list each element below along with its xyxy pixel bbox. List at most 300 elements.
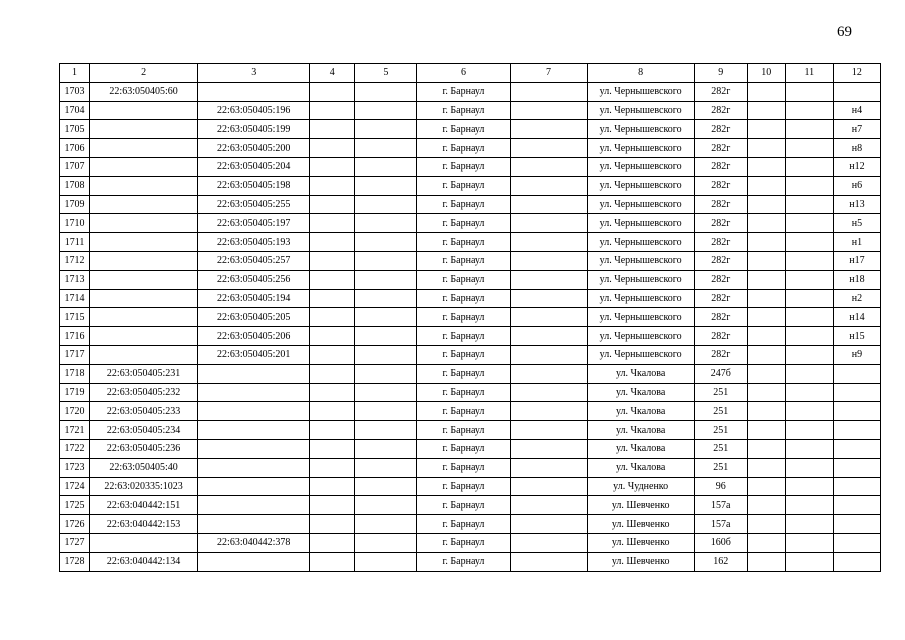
col-7-cell (510, 421, 587, 440)
col-7-cell (510, 383, 587, 402)
city-cell: г. Барнаул (417, 439, 510, 458)
col-7-cell (510, 496, 587, 515)
col-11-cell (785, 82, 833, 101)
street-cell: ул. Чернышевского (587, 289, 694, 308)
column-header: 7 (510, 64, 587, 83)
col-10-cell (747, 327, 785, 346)
city-cell: г. Барнаул (417, 458, 510, 477)
street-cell: ул. Чернышевского (587, 233, 694, 252)
col-5-cell (355, 214, 417, 233)
cadastral-number-cell: 22:63:050405:234 (90, 421, 198, 440)
col-4-cell (310, 327, 355, 346)
premises-cell: н2 (833, 289, 880, 308)
row-number-cell: 1711 (60, 233, 90, 252)
premises-cell: н18 (833, 270, 880, 289)
col-10-cell (747, 308, 785, 327)
col-10-cell (747, 515, 785, 534)
col-5-cell (355, 345, 417, 364)
row-number-cell: 1722 (60, 439, 90, 458)
col-11-cell (785, 364, 833, 383)
col-11-cell (785, 439, 833, 458)
house-number-cell: 157а (694, 515, 747, 534)
col-7-cell (510, 458, 587, 477)
table-row (60, 458, 881, 477)
column-header: 8 (587, 64, 694, 83)
cadastral-number-cell (90, 270, 198, 289)
premises-cell (833, 402, 880, 421)
col-7-cell (510, 439, 587, 458)
col-10-cell (747, 345, 785, 364)
cadastral-number-cell: 22:63:050405:40 (90, 458, 198, 477)
premises-cell: н5 (833, 214, 880, 233)
building-cadastral-cell (198, 402, 310, 421)
street-cell: ул. Чернышевского (587, 327, 694, 346)
street-cell: ул. Чернышевского (587, 176, 694, 195)
col-4-cell (310, 402, 355, 421)
col-7-cell (510, 195, 587, 214)
col-5-cell (355, 120, 417, 139)
house-number-cell: 282г (694, 101, 747, 120)
building-cadastral-cell: 22:63:050405:200 (198, 139, 310, 158)
street-cell: ул. Чкалова (587, 439, 694, 458)
building-cadastral-cell: 22:63:050405:199 (198, 120, 310, 139)
building-cadastral-cell: 22:63:050405:205 (198, 308, 310, 327)
table-row (60, 82, 881, 101)
col-11-cell (785, 421, 833, 440)
col-10-cell (747, 383, 785, 402)
col-10-cell (747, 496, 785, 515)
col-5-cell (355, 383, 417, 402)
row-number-cell: 1727 (60, 533, 90, 552)
col-4-cell (310, 458, 355, 477)
premises-cell (833, 421, 880, 440)
col-11-cell (785, 101, 833, 120)
col-5-cell (355, 176, 417, 195)
column-header: 9 (694, 64, 747, 83)
col-11-cell (785, 251, 833, 270)
city-cell: г. Барнаул (417, 120, 510, 139)
col-7-cell (510, 402, 587, 421)
city-cell: г. Барнаул (417, 364, 510, 383)
col-7-cell (510, 82, 587, 101)
col-11-cell (785, 270, 833, 289)
city-cell: г. Барнаул (417, 101, 510, 120)
header-row (60, 64, 881, 83)
row-number-cell: 1721 (60, 421, 90, 440)
col-5-cell (355, 552, 417, 571)
street-cell: ул. Чкалова (587, 402, 694, 421)
cadastral-number-cell (90, 139, 198, 158)
col-4-cell (310, 439, 355, 458)
premises-cell: н12 (833, 157, 880, 176)
premises-cell (833, 364, 880, 383)
table-row (60, 120, 881, 139)
col-11-cell (785, 233, 833, 252)
col-4-cell (310, 270, 355, 289)
cadastral-number-cell: 22:63:050405:231 (90, 364, 198, 383)
street-cell: ул. Чернышевского (587, 101, 694, 120)
premises-cell: н13 (833, 195, 880, 214)
row-number-cell: 1710 (60, 214, 90, 233)
house-number-cell: 247б (694, 364, 747, 383)
col-7-cell (510, 251, 587, 270)
table-row (60, 402, 881, 421)
building-cadastral-cell: 22:63:050405:198 (198, 176, 310, 195)
street-cell: ул. Шевченко (587, 533, 694, 552)
city-cell: г. Барнаул (417, 176, 510, 195)
street-cell: ул. Чкалова (587, 383, 694, 402)
house-number-cell: 251 (694, 439, 747, 458)
row-number-cell: 1715 (60, 308, 90, 327)
col-4-cell (310, 157, 355, 176)
table-row (60, 308, 881, 327)
house-number-cell: 157а (694, 496, 747, 515)
cadastral-number-cell: 22:63:050405:233 (90, 402, 198, 421)
house-number-cell: 251 (694, 383, 747, 402)
table-row (60, 383, 881, 402)
col-5-cell (355, 233, 417, 252)
row-number-cell: 1724 (60, 477, 90, 496)
col-4-cell (310, 139, 355, 158)
street-cell: ул. Чернышевского (587, 308, 694, 327)
col-7-cell (510, 101, 587, 120)
street-cell: ул. Чернышевского (587, 157, 694, 176)
col-4-cell (310, 214, 355, 233)
col-10-cell (747, 251, 785, 270)
building-cadastral-cell: 22:63:050405:255 (198, 195, 310, 214)
table-row (60, 364, 881, 383)
column-header: 11 (785, 64, 833, 83)
col-11-cell (785, 552, 833, 571)
house-number-cell: 160б (694, 533, 747, 552)
house-number-cell: 282г (694, 176, 747, 195)
row-number-cell: 1719 (60, 383, 90, 402)
row-number-cell: 1703 (60, 82, 90, 101)
col-4-cell (310, 496, 355, 515)
street-cell: ул. Чернышевского (587, 120, 694, 139)
building-cadastral-cell: 22:63:050405:256 (198, 270, 310, 289)
city-cell: г. Барнаул (417, 345, 510, 364)
table-row (60, 439, 881, 458)
building-cadastral-cell (198, 439, 310, 458)
page-number: 69 (837, 24, 852, 40)
cadastral-number-cell: 22:63:050405:236 (90, 439, 198, 458)
row-number-cell: 1708 (60, 176, 90, 195)
col-5-cell (355, 421, 417, 440)
house-number-cell: 282г (694, 345, 747, 364)
col-7-cell (510, 176, 587, 195)
col-7-cell (510, 477, 587, 496)
premises-cell: н17 (833, 251, 880, 270)
city-cell: г. Барнаул (417, 496, 510, 515)
cadastral-number-cell: 22:63:020335:1023 (90, 477, 198, 496)
city-cell: г. Барнаул (417, 421, 510, 440)
cadastral-number-cell: 22:63:040442:151 (90, 496, 198, 515)
city-cell: г. Барнаул (417, 383, 510, 402)
col-7-cell (510, 327, 587, 346)
house-number-cell: 282г (694, 251, 747, 270)
street-cell: ул. Шевченко (587, 496, 694, 515)
premises-cell (833, 439, 880, 458)
column-header: 2 (90, 64, 198, 83)
city-cell: г. Барнаул (417, 308, 510, 327)
col-4-cell (310, 552, 355, 571)
col-5-cell (355, 82, 417, 101)
house-number-cell: 282г (694, 233, 747, 252)
house-number-cell: 282г (694, 139, 747, 158)
street-cell: ул. Чудненко (587, 477, 694, 496)
premises-cell (833, 82, 880, 101)
col-5-cell (355, 515, 417, 534)
table-row (60, 289, 881, 308)
street-cell: ул. Чернышевского (587, 270, 694, 289)
col-10-cell (747, 289, 785, 308)
cadastral-number-cell (90, 533, 198, 552)
building-cadastral-cell (198, 364, 310, 383)
col-5-cell (355, 289, 417, 308)
house-number-cell: 282г (694, 327, 747, 346)
table-row (60, 533, 881, 552)
street-cell: ул. Чернышевского (587, 214, 694, 233)
table-row (60, 214, 881, 233)
col-7-cell (510, 214, 587, 233)
city-cell: г. Барнаул (417, 214, 510, 233)
col-4-cell (310, 233, 355, 252)
house-number-cell: 282г (694, 289, 747, 308)
col-7-cell (510, 139, 587, 158)
building-cadastral-cell (198, 477, 310, 496)
col-11-cell (785, 477, 833, 496)
col-11-cell (785, 533, 833, 552)
building-cadastral-cell (198, 82, 310, 101)
col-11-cell (785, 496, 833, 515)
row-number-cell: 1723 (60, 458, 90, 477)
row-number-cell: 1714 (60, 289, 90, 308)
city-cell: г. Барнаул (417, 233, 510, 252)
street-cell: ул. Чкалова (587, 364, 694, 383)
col-5-cell (355, 195, 417, 214)
cadastral-number-cell: 22:63:050405:60 (90, 82, 198, 101)
premises-cell (833, 496, 880, 515)
city-cell: г. Барнаул (417, 251, 510, 270)
col-4-cell (310, 364, 355, 383)
col-5-cell (355, 533, 417, 552)
street-cell: ул. Шевченко (587, 552, 694, 571)
col-10-cell (747, 157, 785, 176)
col-4-cell (310, 289, 355, 308)
col-10-cell (747, 458, 785, 477)
street-cell: ул. Шевченко (587, 515, 694, 534)
col-7-cell (510, 533, 587, 552)
column-header: 4 (310, 64, 355, 83)
building-cadastral-cell (198, 552, 310, 571)
col-10-cell (747, 120, 785, 139)
col-4-cell (310, 176, 355, 195)
table-row (60, 139, 881, 158)
row-number-cell: 1716 (60, 327, 90, 346)
premises-cell: н9 (833, 345, 880, 364)
row-number-cell: 1707 (60, 157, 90, 176)
table-body (60, 82, 881, 571)
col-7-cell (510, 345, 587, 364)
house-number-cell: 251 (694, 458, 747, 477)
city-cell: г. Барнаул (417, 552, 510, 571)
row-number-cell: 1706 (60, 139, 90, 158)
house-number-cell: 282г (694, 214, 747, 233)
row-number-cell: 1712 (60, 251, 90, 270)
col-11-cell (785, 345, 833, 364)
premises-cell: н1 (833, 233, 880, 252)
col-11-cell (785, 139, 833, 158)
premises-cell (833, 458, 880, 477)
col-10-cell (747, 82, 785, 101)
cadastral-number-cell: 22:63:050405:232 (90, 383, 198, 402)
building-cadastral-cell (198, 515, 310, 534)
row-number-cell: 1709 (60, 195, 90, 214)
col-7-cell (510, 120, 587, 139)
table-row (60, 496, 881, 515)
col-4-cell (310, 515, 355, 534)
col-4-cell (310, 477, 355, 496)
city-cell: г. Барнаул (417, 402, 510, 421)
house-number-cell: 282г (694, 270, 747, 289)
table-row (60, 195, 881, 214)
street-cell: ул. Чернышевского (587, 139, 694, 158)
table-row (60, 270, 881, 289)
col-11-cell (785, 157, 833, 176)
col-10-cell (747, 402, 785, 421)
cadastral-number-cell (90, 251, 198, 270)
col-11-cell (785, 195, 833, 214)
col-5-cell (355, 402, 417, 421)
table-row (60, 515, 881, 534)
cadastral-number-cell: 22:63:040442:153 (90, 515, 198, 534)
cadastral-number-cell (90, 345, 198, 364)
cadastral-number-cell (90, 308, 198, 327)
col-5-cell (355, 496, 417, 515)
building-cadastral-cell (198, 458, 310, 477)
col-10-cell (747, 270, 785, 289)
col-10-cell (747, 195, 785, 214)
col-11-cell (785, 308, 833, 327)
house-number-cell: 96 (694, 477, 747, 496)
col-4-cell (310, 251, 355, 270)
cadastral-number-cell (90, 176, 198, 195)
table-row (60, 176, 881, 195)
street-cell: ул. Чкалова (587, 458, 694, 477)
street-cell: ул. Чернышевского (587, 82, 694, 101)
col-5-cell (355, 101, 417, 120)
house-number-cell: 282г (694, 195, 747, 214)
city-cell: г. Барнаул (417, 477, 510, 496)
col-11-cell (785, 176, 833, 195)
table-row (60, 552, 881, 571)
cadastral-number-cell (90, 157, 198, 176)
col-4-cell (310, 101, 355, 120)
column-header: 1 (60, 64, 90, 83)
building-cadastral-cell: 22:63:050405:204 (198, 157, 310, 176)
house-number-cell: 251 (694, 402, 747, 421)
house-number-cell: 282г (694, 82, 747, 101)
street-cell: ул. Чернышевского (587, 195, 694, 214)
col-4-cell (310, 308, 355, 327)
table-row (60, 157, 881, 176)
col-5-cell (355, 157, 417, 176)
col-7-cell (510, 233, 587, 252)
col-5-cell (355, 139, 417, 158)
col-10-cell (747, 421, 785, 440)
cadastral-number-cell: 22:63:040442:134 (90, 552, 198, 571)
col-4-cell (310, 533, 355, 552)
premises-cell (833, 383, 880, 402)
premises-cell (833, 477, 880, 496)
col-11-cell (785, 515, 833, 534)
city-cell: г. Барнаул (417, 533, 510, 552)
col-7-cell (510, 289, 587, 308)
cadastral-number-cell (90, 289, 198, 308)
table-row (60, 233, 881, 252)
city-cell: г. Барнаул (417, 327, 510, 346)
building-cadastral-cell (198, 496, 310, 515)
column-header: 12 (833, 64, 880, 83)
cadastral-number-cell (90, 101, 198, 120)
col-4-cell (310, 82, 355, 101)
building-cadastral-cell: 22:63:050405:257 (198, 251, 310, 270)
col-10-cell (747, 533, 785, 552)
city-cell: г. Барнаул (417, 195, 510, 214)
premises-cell (833, 552, 880, 571)
city-cell: г. Барнаул (417, 82, 510, 101)
building-cadastral-cell: 22:63:050405:206 (198, 327, 310, 346)
city-cell: г. Барнаул (417, 515, 510, 534)
street-cell: ул. Чернышевского (587, 345, 694, 364)
house-number-cell: 251 (694, 421, 747, 440)
street-cell: ул. Чкалова (587, 421, 694, 440)
row-number-cell: 1705 (60, 120, 90, 139)
premises-cell: н6 (833, 176, 880, 195)
registry-table (59, 63, 881, 572)
col-10-cell (747, 214, 785, 233)
col-7-cell (510, 308, 587, 327)
col-10-cell (747, 176, 785, 195)
table-row (60, 327, 881, 346)
row-number-cell: 1704 (60, 101, 90, 120)
row-number-cell: 1713 (60, 270, 90, 289)
col-5-cell (355, 251, 417, 270)
table-row (60, 421, 881, 440)
cadastral-number-cell (90, 327, 198, 346)
column-header: 6 (417, 64, 510, 83)
premises-cell: н8 (833, 139, 880, 158)
col-11-cell (785, 289, 833, 308)
street-cell: ул. Чернышевского (587, 251, 694, 270)
premises-cell: н4 (833, 101, 880, 120)
col-7-cell (510, 157, 587, 176)
col-5-cell (355, 327, 417, 346)
row-number-cell: 1720 (60, 402, 90, 421)
col-11-cell (785, 327, 833, 346)
col-10-cell (747, 101, 785, 120)
col-4-cell (310, 421, 355, 440)
col-11-cell (785, 458, 833, 477)
col-5-cell (355, 439, 417, 458)
city-cell: г. Барнаул (417, 270, 510, 289)
column-header: 3 (198, 64, 310, 83)
premises-cell: н14 (833, 308, 880, 327)
col-5-cell (355, 458, 417, 477)
col-5-cell (355, 308, 417, 327)
premises-cell (833, 515, 880, 534)
